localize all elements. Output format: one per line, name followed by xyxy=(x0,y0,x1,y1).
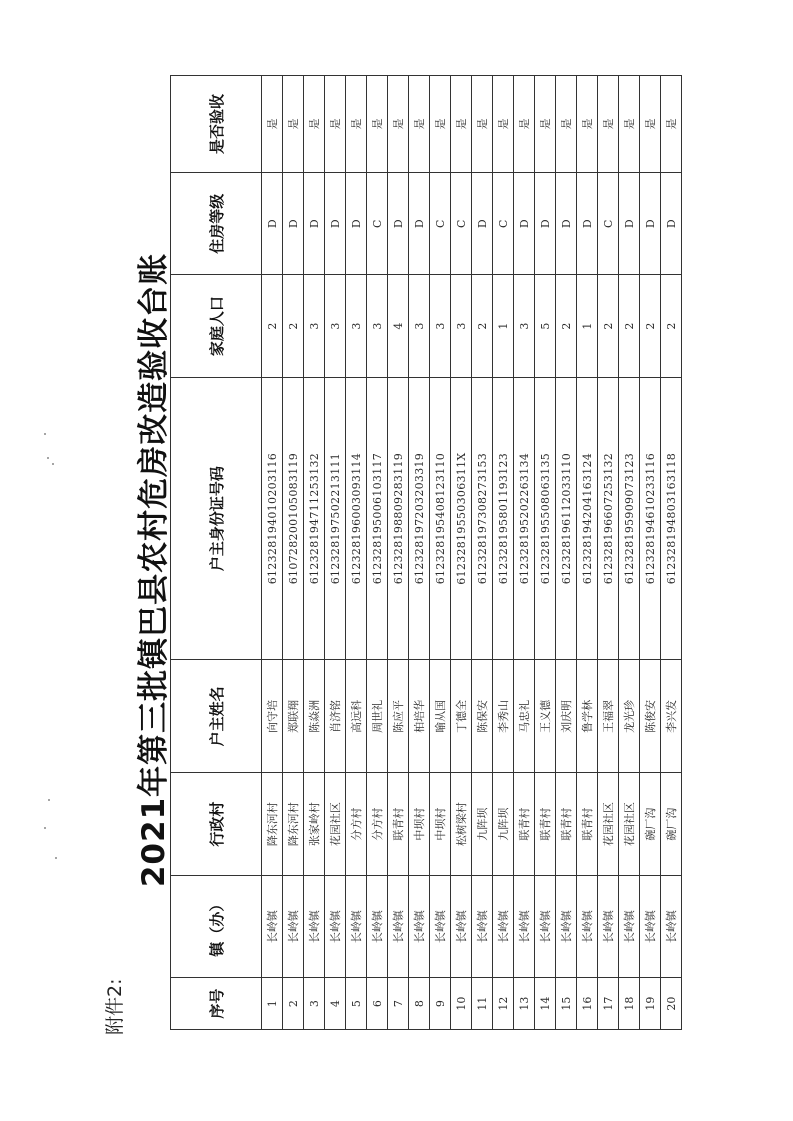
id-number-cell: 612328198809283119 xyxy=(388,377,409,659)
town-cell: 长岭镇 xyxy=(388,875,409,977)
name-cell: 向守培 xyxy=(262,660,283,773)
housing-grade-cell: D xyxy=(262,173,283,275)
accepted-cell: 是 xyxy=(514,76,535,173)
accepted-cell: 是 xyxy=(367,76,388,173)
name-cell: 高远科 xyxy=(346,660,367,773)
name-cell: 郑联翔 xyxy=(283,660,304,773)
housing-grade-cell: D xyxy=(556,173,577,275)
household-size-cell: 3 xyxy=(346,275,367,377)
id-number-cell: 612328197308273153 xyxy=(472,377,493,659)
village-cell: 九阵坝 xyxy=(472,773,493,875)
col-header-id-number: 户主身份证号码 xyxy=(171,377,262,659)
town-cell: 长岭镇 xyxy=(598,875,619,977)
housing-grade-cell: D xyxy=(661,173,682,275)
village-cell: 降东河村 xyxy=(262,773,283,875)
household-size-cell: 5 xyxy=(535,275,556,377)
town-cell: 长岭镇 xyxy=(556,875,577,977)
serial-cell: 2 xyxy=(283,978,304,1030)
table-row xyxy=(619,76,640,1030)
household-size-cell: 1 xyxy=(493,275,514,377)
accepted-cell: 是 xyxy=(346,76,367,173)
serial-cell: 14 xyxy=(535,978,556,1030)
village-cell: 九阵坝 xyxy=(493,773,514,875)
village-cell: 分方村 xyxy=(346,773,367,875)
household-size-cell: 2 xyxy=(661,275,682,377)
serial-cell: 11 xyxy=(472,978,493,1030)
name-cell: 马忠礼 xyxy=(514,660,535,773)
accepted-cell: 是 xyxy=(619,76,640,173)
accepted-cell: 是 xyxy=(388,76,409,173)
town-cell: 长岭镇 xyxy=(451,875,472,977)
serial-cell: 17 xyxy=(598,978,619,1030)
household-size-cell: 2 xyxy=(472,275,493,377)
housing-grade-cell: C xyxy=(430,173,451,275)
accepted-cell: 是 xyxy=(409,76,430,173)
table-row xyxy=(472,76,493,1030)
housing-grade-cell: C xyxy=(493,173,514,275)
village-cell: 中坝村 xyxy=(430,773,451,875)
housing-grade-cell: D xyxy=(283,173,304,275)
name-cell: 丁德全 xyxy=(451,660,472,773)
table-row xyxy=(409,76,430,1030)
housing-grade-cell: C xyxy=(451,173,472,275)
id-number-cell: 612328194010203116 xyxy=(262,377,283,659)
accepted-cell: 是 xyxy=(661,76,682,173)
name-cell: 柏培华 xyxy=(409,660,430,773)
housing-grade-cell: D xyxy=(640,173,661,275)
village-cell: 花园社区 xyxy=(325,773,346,875)
household-size-cell: 2 xyxy=(598,275,619,377)
accepted-cell: 是 xyxy=(577,76,598,173)
attachment-label: 附件2: xyxy=(104,978,126,1035)
housing-grade-cell: D xyxy=(388,173,409,275)
town-cell: 长岭镇 xyxy=(346,875,367,977)
id-number-cell: 612328196607253132 xyxy=(598,377,619,659)
col-header-name: 户主姓名 xyxy=(171,660,262,773)
id-number-cell: 612328196003093114 xyxy=(346,377,367,659)
accepted-cell: 是 xyxy=(325,76,346,173)
name-cell: 陈保安 xyxy=(472,660,493,773)
town-cell: 长岭镇 xyxy=(577,875,598,977)
housing-grade-cell: C xyxy=(367,173,388,275)
accepted-cell: 是 xyxy=(262,76,283,173)
id-number-cell: 61232819550306311X xyxy=(451,377,472,659)
housing-grade-cell: C xyxy=(598,173,619,275)
serial-cell: 19 xyxy=(640,978,661,1030)
acceptance-ledger-table xyxy=(170,75,682,1030)
table-header-row xyxy=(171,76,262,1030)
housing-grade-cell: D xyxy=(346,173,367,275)
table-row xyxy=(514,76,535,1030)
village-cell: 张家岭村 xyxy=(304,773,325,875)
id-number-cell: 612328195801193123 xyxy=(493,377,514,659)
col-header-village: 行政村 xyxy=(171,773,262,875)
table-row xyxy=(283,76,304,1030)
id-number-cell: 612328195408123110 xyxy=(430,377,451,659)
name-cell: 陈焱洲 xyxy=(304,660,325,773)
serial-cell: 20 xyxy=(661,978,682,1030)
accepted-cell: 是 xyxy=(283,76,304,173)
id-number-cell: 612328196112033110 xyxy=(556,377,577,659)
village-cell: 碗厂沟 xyxy=(640,773,661,875)
town-cell: 长岭镇 xyxy=(661,875,682,977)
household-size-cell: 1 xyxy=(577,275,598,377)
household-size-cell: 2 xyxy=(262,275,283,377)
table-body xyxy=(262,76,682,1030)
village-cell: 分方村 xyxy=(367,773,388,875)
accepted-cell: 是 xyxy=(430,76,451,173)
table-row xyxy=(640,76,661,1030)
rotated-page xyxy=(100,95,700,1045)
id-number-cell: 612328194711253132 xyxy=(304,377,325,659)
accepted-cell: 是 xyxy=(535,76,556,173)
serial-cell: 13 xyxy=(514,978,535,1030)
village-cell: 降东河村 xyxy=(283,773,304,875)
housing-grade-cell: D xyxy=(325,173,346,275)
table-row xyxy=(325,76,346,1030)
town-cell: 长岭镇 xyxy=(283,875,304,977)
household-size-cell: 3 xyxy=(367,275,388,377)
serial-cell: 1 xyxy=(262,978,283,1030)
name-cell: 李秀山 xyxy=(493,660,514,773)
accepted-cell: 是 xyxy=(304,76,325,173)
col-header-serial: 序号 xyxy=(171,978,262,1030)
serial-cell: 10 xyxy=(451,978,472,1030)
town-cell: 长岭镇 xyxy=(430,875,451,977)
name-cell: 李兴发 xyxy=(661,660,682,773)
table-row xyxy=(598,76,619,1030)
name-cell: 龙光珍 xyxy=(619,660,640,773)
serial-cell: 9 xyxy=(430,978,451,1030)
household-size-cell: 4 xyxy=(388,275,409,377)
town-cell: 长岭镇 xyxy=(367,875,388,977)
table-row xyxy=(430,76,451,1030)
village-cell: 碗厂沟 xyxy=(661,773,682,875)
col-header-accepted: 是否验收 xyxy=(171,76,262,173)
table-row xyxy=(556,76,577,1030)
serial-cell: 12 xyxy=(493,978,514,1030)
table-row xyxy=(577,76,598,1030)
accepted-cell: 是 xyxy=(451,76,472,173)
town-cell: 长岭镇 xyxy=(325,875,346,977)
accepted-cell: 是 xyxy=(472,76,493,173)
id-number-cell: 612328195202263134 xyxy=(514,377,535,659)
town-cell: 长岭镇 xyxy=(409,875,430,977)
town-cell: 长岭镇 xyxy=(640,875,661,977)
village-cell: 联青村 xyxy=(556,773,577,875)
name-cell: 喻从国 xyxy=(430,660,451,773)
housing-grade-cell: D xyxy=(304,173,325,275)
household-size-cell: 3 xyxy=(451,275,472,377)
id-number-cell: 612328195006103117 xyxy=(367,377,388,659)
town-cell: 长岭镇 xyxy=(619,875,640,977)
table-row xyxy=(535,76,556,1030)
id-number-cell: 612328194204163124 xyxy=(577,377,598,659)
village-cell: 联青村 xyxy=(577,773,598,875)
household-size-cell: 3 xyxy=(430,275,451,377)
accepted-cell: 是 xyxy=(640,76,661,173)
accepted-cell: 是 xyxy=(598,76,619,173)
housing-grade-cell: D xyxy=(535,173,556,275)
table-row xyxy=(451,76,472,1030)
id-number-cell: 612328197203203319 xyxy=(409,377,430,659)
serial-cell: 4 xyxy=(325,978,346,1030)
town-cell: 长岭镇 xyxy=(535,875,556,977)
accepted-cell: 是 xyxy=(493,76,514,173)
town-cell: 长岭镇 xyxy=(472,875,493,977)
name-cell: 肖济铭 xyxy=(325,660,346,773)
housing-grade-cell: D xyxy=(409,173,430,275)
name-cell: 王福翠 xyxy=(598,660,619,773)
village-cell: 联青村 xyxy=(388,773,409,875)
id-number-cell: 612328194803163118 xyxy=(661,377,682,659)
name-cell: 陈俊安 xyxy=(640,660,661,773)
id-number-cell: 612328194610233116 xyxy=(640,377,661,659)
table-row xyxy=(262,76,283,1030)
household-size-cell: 3 xyxy=(304,275,325,377)
village-cell: 花园社区 xyxy=(619,773,640,875)
town-cell: 长岭镇 xyxy=(304,875,325,977)
table-row xyxy=(346,76,367,1030)
household-size-cell: 3 xyxy=(325,275,346,377)
col-header-town: 镇（办） xyxy=(171,875,262,977)
page-title: 2021年第三批镇巴县农村危房改造验收台账 xyxy=(136,252,172,888)
town-cell: 长岭镇 xyxy=(262,875,283,977)
village-cell: 松树梁村 xyxy=(451,773,472,875)
serial-cell: 18 xyxy=(619,978,640,1030)
town-cell: 长岭镇 xyxy=(514,875,535,977)
household-size-cell: 2 xyxy=(640,275,661,377)
housing-grade-cell: D xyxy=(472,173,493,275)
name-cell: 鲁学林 xyxy=(577,660,598,773)
household-size-cell: 3 xyxy=(409,275,430,377)
household-size-cell: 2 xyxy=(619,275,640,377)
id-number-cell: 610728200105083119 xyxy=(283,377,304,659)
col-header-household-size: 家庭人口 xyxy=(171,275,262,377)
serial-cell: 3 xyxy=(304,978,325,1030)
table-row xyxy=(304,76,325,1030)
col-header-housing-grade: 住房等级 xyxy=(171,173,262,275)
housing-grade-cell: D xyxy=(514,173,535,275)
serial-cell: 6 xyxy=(367,978,388,1030)
serial-cell: 5 xyxy=(346,978,367,1030)
accepted-cell: 是 xyxy=(556,76,577,173)
id-number-cell: 612328195909073123 xyxy=(619,377,640,659)
table-row xyxy=(493,76,514,1030)
village-cell: 联青村 xyxy=(514,773,535,875)
id-number-cell: 612328197502213111 xyxy=(325,377,346,659)
table-row xyxy=(661,76,682,1030)
name-cell: 陈应平 xyxy=(388,660,409,773)
name-cell: 周世礼 xyxy=(367,660,388,773)
village-cell: 花园社区 xyxy=(598,773,619,875)
housing-grade-cell: D xyxy=(619,173,640,275)
village-cell: 中坝村 xyxy=(409,773,430,875)
household-size-cell: 2 xyxy=(556,275,577,377)
serial-cell: 8 xyxy=(409,978,430,1030)
household-size-cell: 2 xyxy=(283,275,304,377)
table-row xyxy=(388,76,409,1030)
housing-grade-cell: D xyxy=(577,173,598,275)
household-size-cell: 3 xyxy=(514,275,535,377)
id-number-cell: 612328195508063135 xyxy=(535,377,556,659)
name-cell: 刘庆明 xyxy=(556,660,577,773)
town-cell: 长岭镇 xyxy=(493,875,514,977)
table-row xyxy=(367,76,388,1030)
serial-cell: 15 xyxy=(556,978,577,1030)
serial-cell: 7 xyxy=(388,978,409,1030)
village-cell: 联青村 xyxy=(535,773,556,875)
name-cell: 王义德 xyxy=(535,660,556,773)
serial-cell: 16 xyxy=(577,978,598,1030)
